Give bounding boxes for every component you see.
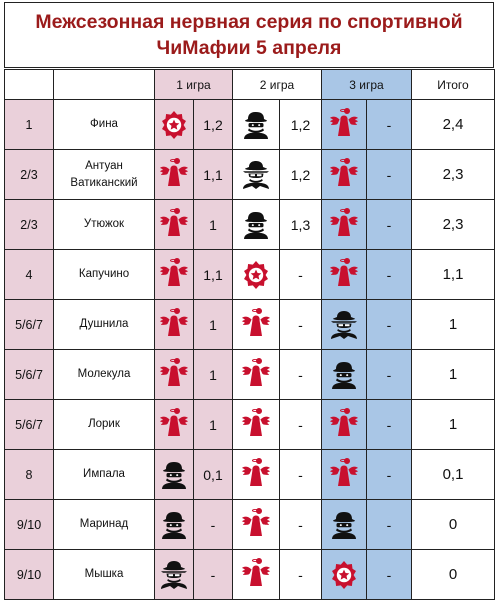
mafia-icon (157, 458, 191, 492)
game-2-score-cell: 1,2 (280, 150, 322, 200)
game-2-score-cell: - (280, 300, 322, 350)
game-3-score-cell: - (367, 100, 412, 150)
table-row (5, 500, 495, 550)
table-row (5, 400, 495, 450)
game-2-role-cell (233, 500, 280, 550)
player-name-cell: Молекула (54, 350, 155, 400)
player-name-cell: Фина (54, 100, 155, 150)
game-1-role-cell (155, 500, 194, 550)
game-2-role-cell (233, 400, 280, 450)
table-row (5, 100, 495, 150)
page-title: Межсезонная нервная серия по спортивной ЧиМафии 5 апреля (4, 2, 494, 68)
civilian-angel-icon (157, 158, 191, 192)
sheriff-icon (239, 258, 273, 292)
civilian-angel-icon (239, 508, 273, 542)
total-cell: 0,1 (412, 450, 495, 500)
player-name-cell: Импала (54, 450, 155, 500)
game-2-score-cell: - (280, 500, 322, 550)
don-icon (327, 308, 361, 342)
game-1-role-cell (155, 400, 194, 450)
game-1-score-cell: 1 (194, 300, 233, 350)
place-cell: 5/6/7 (5, 350, 54, 400)
total-cell: 2,3 (412, 150, 495, 200)
game-1-score-cell: 1,1 (194, 250, 233, 300)
game-2-role-cell (233, 300, 280, 350)
civilian-angel-icon (239, 308, 273, 342)
game-2-role-cell (233, 550, 280, 600)
table-row (5, 350, 495, 400)
civilian-angel-icon (239, 458, 273, 492)
total-cell: 0 (412, 500, 495, 550)
game-3-role-cell (322, 150, 367, 200)
game-3-role-cell (322, 250, 367, 300)
game-1-role-cell (155, 150, 194, 200)
mafia-icon (157, 508, 191, 542)
table-row (5, 150, 495, 200)
civilian-angel-icon (239, 558, 273, 592)
place-cell: 2/3 (5, 150, 54, 200)
game-3-score-cell: - (367, 350, 412, 400)
table-row (5, 450, 495, 500)
game-1-score-cell: 1 (194, 350, 233, 400)
header-row (5, 70, 495, 100)
place-cell: 8 (5, 450, 54, 500)
total-cell: 1 (412, 300, 495, 350)
game-1-score-cell: 0,1 (194, 450, 233, 500)
game-1-role-cell (155, 550, 194, 600)
game-3-role-cell (322, 350, 367, 400)
table-row (5, 200, 495, 250)
place-cell: 2/3 (5, 200, 54, 250)
header-game-3: 3 игра (322, 70, 412, 100)
player-name-cell: Маринад (54, 500, 155, 550)
civilian-angel-icon (157, 408, 191, 442)
player-name-cell: Утюжок (54, 200, 155, 250)
table-row (5, 300, 495, 350)
game-1-role-cell (155, 250, 194, 300)
game-3-score-cell: - (367, 500, 412, 550)
player-name-cell: Лорик (54, 400, 155, 450)
place-cell: 5/6/7 (5, 300, 54, 350)
header-place (5, 70, 54, 100)
game-3-score-cell: - (367, 400, 412, 450)
game-1-score-cell: 1,2 (194, 100, 233, 150)
game-2-score-cell: - (280, 350, 322, 400)
total-cell: 2,4 (412, 100, 495, 150)
game-1-score-cell: 1,1 (194, 150, 233, 200)
game-1-score-cell: - (194, 550, 233, 600)
place-cell: 9/10 (5, 500, 54, 550)
game-2-role-cell (233, 250, 280, 300)
mafia-icon (327, 358, 361, 392)
game-3-score-cell: - (367, 450, 412, 500)
total-cell: 1 (412, 400, 495, 450)
game-2-score-cell: - (280, 400, 322, 450)
game-3-role-cell (322, 550, 367, 600)
header-name (54, 70, 155, 100)
game-3-role-cell (322, 100, 367, 150)
game-2-score-cell: 1,2 (280, 100, 322, 150)
game-3-role-cell (322, 500, 367, 550)
game-3-role-cell (322, 450, 367, 500)
game-3-score-cell: - (367, 550, 412, 600)
civilian-angel-icon (239, 358, 273, 392)
game-3-role-cell (322, 200, 367, 250)
mafia-icon (327, 508, 361, 542)
sheriff-icon (157, 108, 191, 142)
game-3-score-cell: - (367, 200, 412, 250)
civilian-angel-icon (327, 108, 361, 142)
place-cell: 4 (5, 250, 54, 300)
total-cell: 1 (412, 350, 495, 400)
mafia-icon (239, 108, 273, 142)
game-2-role-cell (233, 350, 280, 400)
game-3-score-cell: - (367, 300, 412, 350)
game-3-role-cell (322, 300, 367, 350)
player-name-cell: Антуан Ватиканский (54, 150, 155, 200)
don-icon (157, 558, 191, 592)
game-2-role-cell (233, 200, 280, 250)
game-1-role-cell (155, 200, 194, 250)
game-2-score-cell: - (280, 250, 322, 300)
civilian-angel-icon (157, 208, 191, 242)
table-row (5, 550, 495, 600)
total-cell: 2,3 (412, 200, 495, 250)
civilian-angel-icon (157, 308, 191, 342)
header-game-2: 2 игра (233, 70, 322, 100)
place-cell: 5/6/7 (5, 400, 54, 450)
game-3-score-cell: - (367, 150, 412, 200)
game-1-role-cell (155, 350, 194, 400)
total-cell: 1,1 (412, 250, 495, 300)
civilian-angel-icon (327, 208, 361, 242)
civilian-angel-icon (157, 358, 191, 392)
player-name-cell: Душнила (54, 300, 155, 350)
table-row (5, 250, 495, 300)
player-name-cell: Мышка (54, 550, 155, 600)
results-table (4, 69, 495, 600)
header-game-1: 1 игра (155, 70, 233, 100)
game-2-role-cell (233, 150, 280, 200)
game-1-score-cell: - (194, 500, 233, 550)
game-2-score-cell: 1,3 (280, 200, 322, 250)
place-cell: 1 (5, 100, 54, 150)
game-2-role-cell (233, 450, 280, 500)
game-1-role-cell (155, 300, 194, 350)
civilian-angel-icon (239, 408, 273, 442)
game-2-role-cell (233, 100, 280, 150)
player-name-cell: Капучино (54, 250, 155, 300)
civilian-angel-icon (327, 258, 361, 292)
header-total: Итого (412, 70, 495, 100)
game-2-score-cell: - (280, 550, 322, 600)
game-1-score-cell: 1 (194, 400, 233, 450)
total-cell: 0 (412, 550, 495, 600)
civilian-angel-icon (327, 158, 361, 192)
don-icon (239, 158, 273, 192)
game-1-role-cell (155, 450, 194, 500)
game-1-role-cell (155, 100, 194, 150)
game-3-score-cell: - (367, 250, 412, 300)
sheriff-icon (327, 558, 361, 592)
game-3-role-cell (322, 400, 367, 450)
place-cell: 9/10 (5, 550, 54, 600)
game-2-score-cell: - (280, 450, 322, 500)
civilian-angel-icon (327, 408, 361, 442)
mafia-icon (239, 208, 273, 242)
civilian-angel-icon (327, 458, 361, 492)
game-1-score-cell: 1 (194, 200, 233, 250)
civilian-angel-icon (157, 258, 191, 292)
